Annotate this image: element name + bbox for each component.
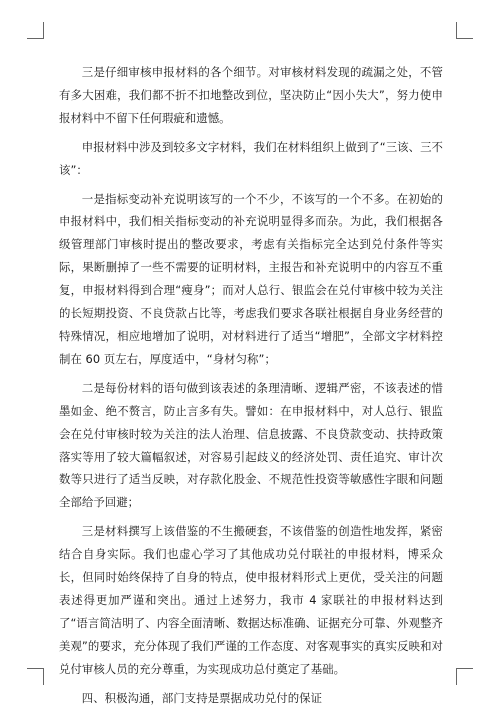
paragraph-three-rules-intro: 申报材料中涉及到较多文字材料，我们在材料组织上做到了“三该、三不该”： xyxy=(59,139,443,177)
paragraph-rule-three: 三是材料撰写上该借鉴的不生搬硬套，不该借鉴的创造性地发挥，紧密结合自身实际。我们也虚心学习了其他成功兑付联社的申报材料，博采众长，但同时始终保持了自身的特点，使申报材料形式上更优，受关注的问题表述得更加严谨和突出。通过上述努力，我市 4 家联社的申报材料达到了“语言简洁明了、内容全面清晰、数据达标准确、证据充分可靠、外观整齐美观”的要求，充分体现了我们严谨的工作态度、对客观事实的真实反映和对兑付审核人员的充分尊重，为实现成功总付奠定了基础。 xyxy=(59,524,443,676)
page-corner-mark-top-left xyxy=(27,22,44,39)
paragraph-detail-review: 三是仔细审核申报材料的各个细节。对审核材料发现的疏漏之处，不管有多大困难，我们都不折不扣地整改到位，坚决防止“因小失大”，努力使申报材料中不留下任何瑕疵和遗憾。 xyxy=(59,65,443,125)
paragraph-rule-one: 一是指标变动补充说明该写的一个不少，不该写的一个不多。在初始的申报材料中，我们相关指标变动的补充说明显得多而杂。为此，我们根据各级管理部门审核时提出的整改要求，考虑有关指标完全达到兑付条件等实际，果断删掉了一些不需要的证明材料，主报告和补充说明中的内容互不重复，申报材料得到合理“瘦身”；而对人总行、银监会在兑付审核中较为关注的长短期投资、不良贷款占比等，考虑我们要求各联社根据自身业务经营的特殊情况，相应地增加了说明，对材料进行了适当“增肥”，全部文字材料控制在 60 页左右，厚度适中，“身材匀称”； xyxy=(59,191,443,366)
page-corner-mark-bottom-left xyxy=(27,668,44,685)
document-body xyxy=(59,61,443,715)
section-heading-four: 四、积极沟通，部门支持是票据成功兑付的保证 xyxy=(81,690,323,705)
paragraph-rule-two: 二是每份材料的语句做到该表述的条理清晰、逻辑严密，不该表述的惜墨如金、绝不赘言，防止言多有失。譬如：在申报材料中，对人总行、银监会在兑付审核时较为关注的法人治理、信息披露、不良贷款变动、扶持政策落实等用了较大篇幅叙述，对容易引起歧义的经济处罚、责任追究、审计次数等只进行了适当反映，对存款化股金、不规范性投资等敏感性字眼和问题全部给予回避； xyxy=(59,380,443,510)
page-corner-mark-top-right xyxy=(456,22,473,39)
page-corner-mark-bottom-right xyxy=(456,668,473,685)
